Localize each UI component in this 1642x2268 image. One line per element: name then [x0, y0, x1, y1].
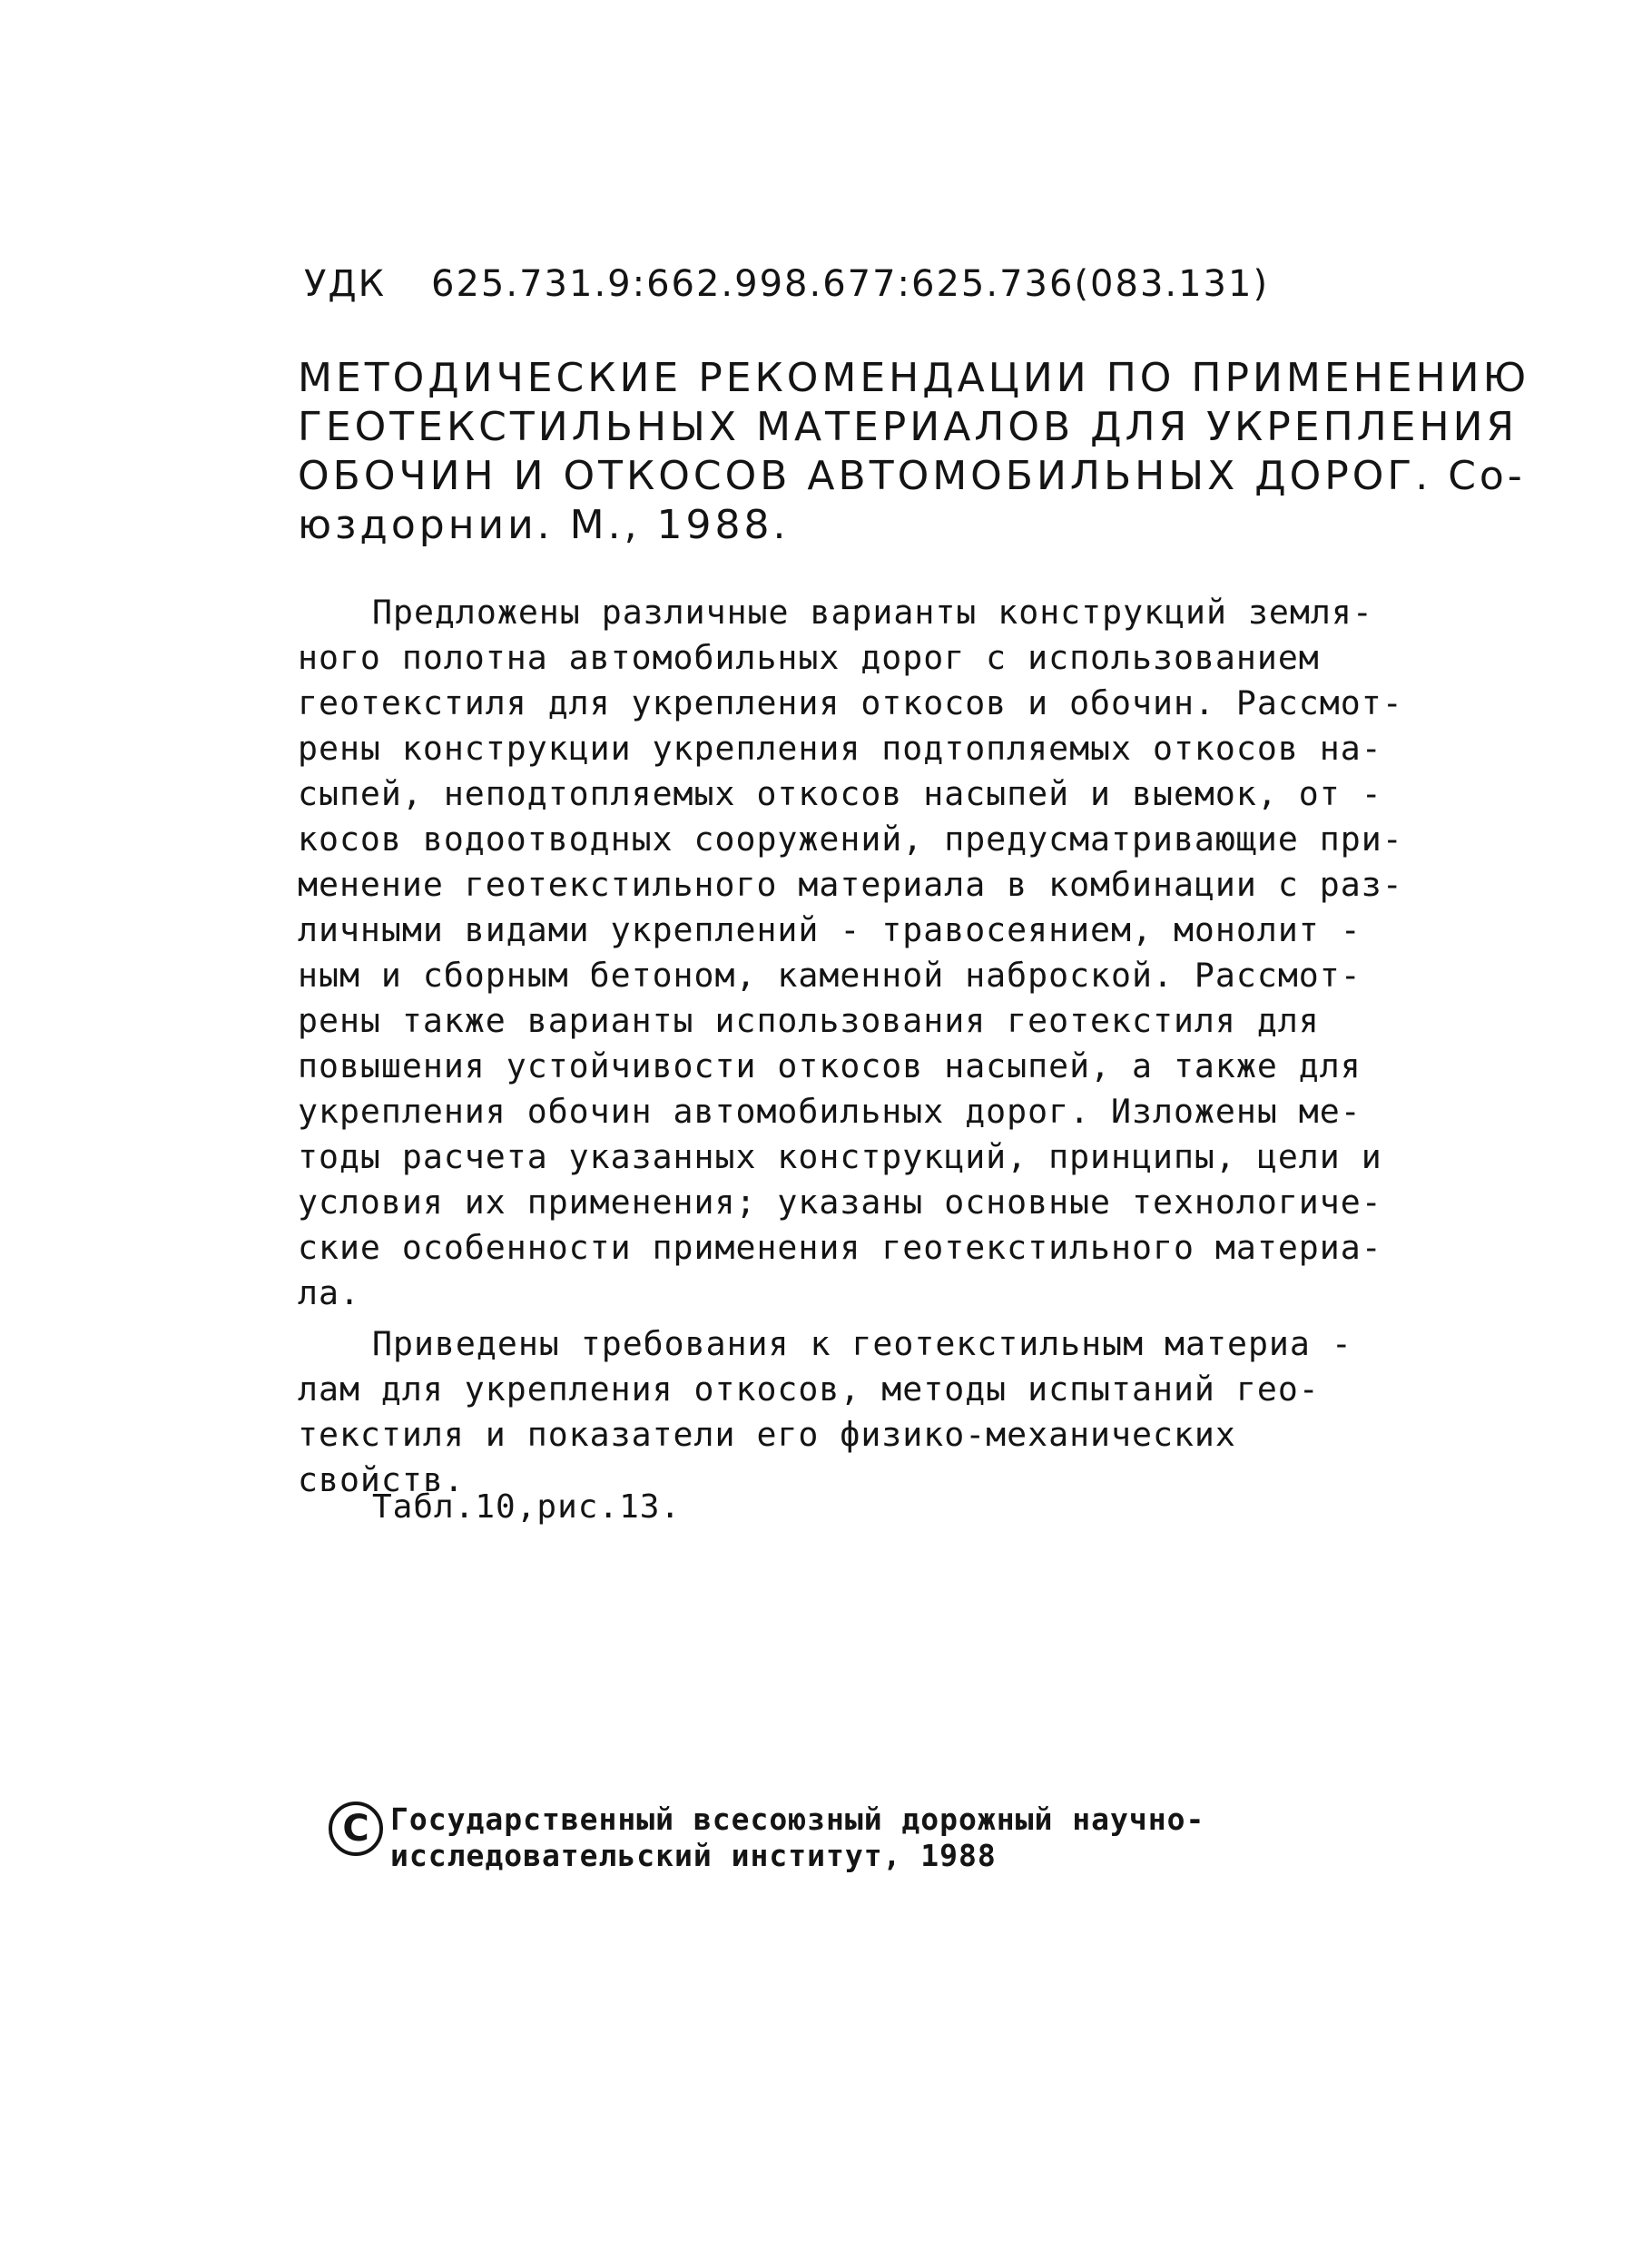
copyright-line: исследовательский институт, 1988 — [390, 1838, 997, 1873]
abstract-line: рены также варианты использования геотекстиля для — [298, 1001, 1320, 1040]
udk-line — [304, 263, 1269, 305]
abstract-line: повышения устойчивости откосов насыпей, а также для — [298, 1046, 1362, 1085]
abstract-line: менение геотекстильного материала в комбинации с раз- — [298, 865, 1403, 904]
abstract-line: текстиля и показатели его физико-механических — [298, 1415, 1236, 1454]
abstract-line: сыпей, неподтопляемых откосов насыпей и выемок, от - — [298, 774, 1382, 813]
abstract-line: тоды расчета указанных конструкций, принципы, цели и — [298, 1137, 1382, 1176]
abstract-line: ного полотна автомобильных дорог с использованием — [298, 638, 1320, 677]
copyright-block — [329, 1802, 1204, 1874]
abstract-line: свойств. — [298, 1460, 465, 1499]
title-line: ОБОЧИН И ОТКОСОВ АВТОМОБИЛЬНЫХ ДОРОГ. Со- — [298, 453, 1526, 499]
abstract-line: личными видами укреплений - травосеянием, монолит - — [298, 910, 1362, 949]
title-line: ГЕОТЕКСТИЛЬНЫХ МАТЕРИАЛОВ ДЛЯ УКРЕПЛЕНИЯ — [298, 404, 1519, 450]
abstract-line: рены конструкции укрепления подтопляемых откосов на- — [298, 729, 1382, 768]
abstract-line: лам для укрепления откосов, методы испытаний гео- — [298, 1370, 1320, 1409]
title-line: МЕТОДИЧЕСКИЕ РЕКОМЕНДАЦИИ ПО ПРИМЕНЕНИЮ — [298, 355, 1530, 401]
copyright-text — [390, 1802, 1204, 1874]
copyright-icon: C — [329, 1802, 383, 1856]
abstract-paragraph-2 — [298, 1321, 1505, 1503]
abstract-line: ным и сборным бетоном, каменной наброской. Рассмот- — [298, 956, 1362, 995]
udk-code: 625.731.9:662.998.677:625.736(083.131) — [431, 263, 1270, 305]
document-title — [298, 354, 1530, 550]
udk-label: УДК — [304, 263, 387, 305]
tables-figures-note: Табл.10,рис.13. — [372, 1488, 682, 1526]
abstract-line: укрепления обочин автомобильных дорог. Изложены ме- — [298, 1092, 1362, 1131]
abstract-line: Предложены различные варианты конструкций земля- — [372, 593, 1373, 632]
abstract-paragraph-1 — [298, 590, 1505, 1316]
abstract-line: ские особенности применения геотекстильного материа- — [298, 1228, 1382, 1267]
abstract-line: геотекстиля для укрепления откосов и обочин. Рассмот- — [298, 683, 1403, 722]
abstract-line: ла. — [298, 1273, 360, 1312]
title-line: юздорнии. М., 1988. — [298, 502, 790, 548]
copyright-line: Государственный всесоюзный дорожный научно- — [390, 1802, 1205, 1837]
abstract-line: косов водоотводных сооружений, предусматривающие при- — [298, 820, 1403, 859]
abstract — [298, 590, 1505, 1503]
abstract-line: Приведены требования к геотекстильным материа - — [372, 1324, 1352, 1363]
abstract-line: условия их применения; указаны основные технологиче- — [298, 1183, 1382, 1222]
